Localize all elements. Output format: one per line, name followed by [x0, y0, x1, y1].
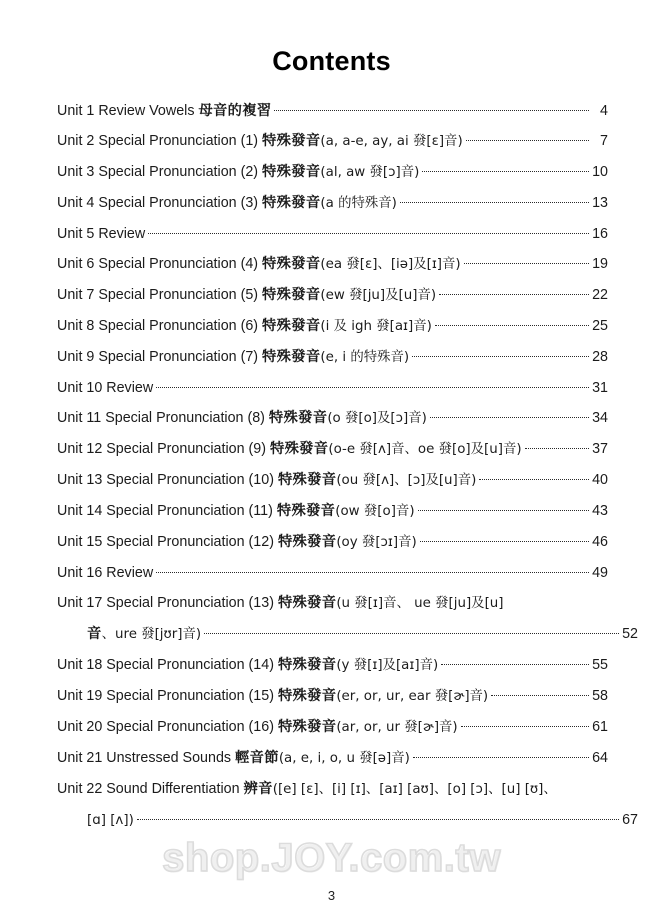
toc-label-english: Unit 1 Review Vowels	[57, 103, 199, 119]
watermark: shop.JOY.com.tw	[162, 836, 501, 880]
page-title: Contents	[272, 46, 391, 76]
dot-leader	[274, 101, 589, 115]
toc-label-detail: (ow 發[o]音)	[335, 504, 415, 519]
toc-entry[interactable]	[57, 403, 608, 434]
toc-page-number[interactable]: 52	[622, 626, 638, 642]
toc-entry-label	[57, 311, 432, 342]
toc-entry-line	[57, 434, 608, 465]
toc-entry-label	[57, 96, 271, 126]
toc-page-number[interactable]: 67	[622, 812, 638, 828]
toc-label-english: Unit 17 Special Pronunciation (13)	[57, 595, 278, 611]
table-of-contents	[57, 96, 638, 836]
toc-page-number[interactable]: 13	[592, 195, 608, 211]
toc-label-chinese: 特殊發音	[277, 534, 337, 550]
toc-entry-label	[57, 650, 438, 681]
toc-page-number[interactable]: 43	[592, 503, 608, 519]
toc-label-detail: (o 發[o]及[ɔ]音)	[327, 411, 427, 426]
toc-label-english: Unit 3 Special Pronunciation (2)	[57, 164, 263, 180]
dot-leader	[418, 501, 589, 515]
toc-entry-line	[57, 465, 608, 496]
toc-label-detail: (i 及 igh 發[aɪ]音)	[320, 319, 432, 334]
dot-leader	[156, 563, 589, 577]
toc-entry[interactable]	[57, 249, 608, 280]
dot-leader	[441, 655, 589, 669]
toc-label-english: Unit 12 Special Pronunciation (9)	[57, 441, 270, 457]
toc-entry[interactable]	[57, 588, 638, 650]
toc-label-chinese: 特殊發音	[262, 164, 321, 180]
toc-entry-line	[57, 681, 608, 712]
toc-entry-line	[57, 496, 608, 527]
toc-entry-label	[57, 774, 557, 805]
toc-entry-label	[57, 465, 476, 496]
dot-leader	[400, 193, 589, 207]
toc-entry-label	[57, 743, 410, 774]
toc-entry-line	[57, 403, 608, 434]
toc-label-chinese: 特殊發音	[262, 133, 321, 149]
toc-label-detail: 、ure 發[jʊr]音)	[101, 627, 202, 642]
toc-entry[interactable]	[57, 188, 608, 219]
dot-leader	[439, 285, 589, 299]
toc-page-number[interactable]: 64	[592, 750, 608, 766]
toc-entry-label	[57, 280, 436, 311]
toc-page-number[interactable]: 28	[592, 349, 608, 365]
toc-label-english: Unit 19 Special Pronunciation (15)	[57, 688, 278, 704]
toc-label-english: Unit 13 Special Pronunciation (10)	[57, 472, 278, 488]
toc-label-chinese: 辨音	[243, 781, 273, 797]
toc-entry-label	[57, 188, 397, 219]
toc-entry[interactable]	[57, 434, 608, 465]
toc-label-detail: ([e] [ɛ]、[i] [ɪ]、[aɪ] [aʊ]、[o] [ɔ]、[u] [ʊ]、	[272, 782, 557, 797]
toc-label-detail: (ou 發[ʌ]、[ɔ]及[u]音)	[336, 473, 477, 488]
dot-leader	[525, 439, 589, 453]
toc-entry[interactable]	[57, 712, 608, 743]
toc-label-chinese: 音	[87, 626, 102, 642]
dot-leader	[491, 686, 589, 700]
toc-label-english: Unit 2 Special Pronunciation (1)	[57, 133, 263, 149]
dot-leader	[430, 408, 589, 422]
toc-label-english: Unit 6 Special Pronunciation (4)	[57, 256, 263, 272]
toc-entry[interactable]	[57, 311, 608, 342]
toc-label-english: Unit 20 Special Pronunciation (16)	[57, 719, 278, 735]
toc-label-chinese: 特殊發音	[277, 472, 337, 488]
toc-entry-label	[57, 527, 417, 558]
dot-leader	[137, 810, 619, 824]
toc-label-detail: (al, aw 發[ɔ]音)	[320, 165, 420, 180]
toc-label-english: Unit 11 Special Pronunciation (8)	[57, 410, 269, 426]
toc-label-chinese: 特殊發音	[262, 318, 321, 334]
toc-entry[interactable]	[57, 527, 608, 558]
toc-entry-line	[57, 774, 608, 805]
toc-label-detail: (a, a-e, ay, ai 發[ɛ]音)	[320, 134, 463, 149]
dot-leader	[204, 624, 619, 638]
toc-entry-label	[57, 588, 504, 619]
toc-page-number[interactable]: 34	[592, 410, 608, 426]
dot-leader	[435, 316, 589, 330]
toc-page-number[interactable]: 55	[592, 657, 608, 673]
toc-entry-line	[57, 373, 608, 403]
toc-entry-label	[57, 558, 153, 588]
toc-entry-label	[57, 126, 463, 157]
toc-label-detail: (a, e, i, o, u 發[ə]音)	[278, 751, 410, 766]
toc-label-detail: (u 發[ɪ]音、 ue 發[ju]及[u]	[336, 596, 504, 611]
toc-entry-line	[57, 619, 638, 650]
toc-entry-line	[57, 280, 608, 311]
toc-label-chinese: 特殊發音	[277, 595, 337, 611]
toc-page-number[interactable]: 16	[592, 226, 608, 242]
toc-label-detail: (oy 發[ɔɪ]音)	[336, 535, 417, 550]
toc-label-detail: (e, i 的特殊音)	[320, 350, 410, 365]
toc-page-number[interactable]: 40	[592, 472, 608, 488]
toc-entry-label	[57, 681, 488, 712]
toc-label-chinese: 特殊發音	[277, 688, 337, 704]
toc-entry-line	[57, 126, 608, 157]
toc-entry-label	[57, 342, 409, 373]
toc-entry[interactable]	[57, 650, 608, 681]
toc-entry-label	[57, 157, 419, 188]
toc-label-english: Unit 5 Review	[57, 226, 146, 242]
toc-label-detail: (ew 發[ju]及[u]音)	[320, 288, 437, 303]
toc-entry-line	[57, 650, 608, 681]
toc-entry-label	[57, 496, 415, 527]
dot-leader	[422, 162, 589, 176]
toc-label-chinese: 特殊發音	[262, 287, 321, 303]
toc-entry[interactable]	[57, 496, 608, 527]
toc-label-detail: (ar, or, ur 發[ɚ]音)	[336, 720, 458, 735]
toc-page-number[interactable]: 58	[592, 688, 608, 704]
dot-leader	[461, 717, 589, 731]
page-number: 3	[327, 888, 336, 903]
toc-entry-label	[87, 619, 201, 650]
toc-label-english: Unit 21 Unstressed Sounds	[57, 750, 236, 766]
toc-entry[interactable]	[57, 774, 638, 836]
toc-entry-label	[57, 403, 427, 434]
toc-entry-line	[57, 558, 608, 588]
toc-entry-line	[57, 805, 638, 836]
toc-label-chinese: 母音的複習	[198, 103, 272, 119]
toc-label-chinese: 特殊發音	[277, 657, 337, 673]
dot-leader	[413, 748, 589, 762]
toc-label-detail: (y 發[ɪ]及[aɪ]音)	[336, 658, 439, 673]
toc-entry[interactable]	[57, 96, 608, 126]
toc-entry-label	[57, 219, 145, 249]
toc-entry-label	[87, 805, 134, 836]
toc-label-english: Unit 16 Review	[57, 565, 154, 581]
toc-entry[interactable]	[57, 157, 608, 188]
toc-label-chinese: 輕音節	[235, 750, 279, 766]
toc-label-chinese: 特殊發音	[269, 441, 329, 457]
toc-page-number[interactable]: 31	[592, 380, 608, 396]
toc-label-chinese: 特殊發音	[276, 503, 336, 519]
toc-page-number[interactable]: 61	[592, 719, 608, 735]
toc-label-chinese: 特殊發音	[262, 256, 321, 272]
dot-leader	[148, 224, 589, 238]
toc-entry[interactable]	[57, 681, 608, 712]
toc-entry-label	[57, 712, 458, 743]
toc-entry-line	[57, 712, 608, 743]
toc-page-number[interactable]: 25	[592, 318, 608, 334]
toc-page-number[interactable]: 22	[592, 287, 608, 303]
toc-entry-line	[57, 588, 608, 619]
dot-leader	[464, 254, 589, 268]
dot-leader	[466, 131, 589, 145]
dot-leader	[420, 532, 589, 546]
toc-label-english: Unit 18 Special Pronunciation (14)	[57, 657, 278, 673]
toc-page-number[interactable]: 46	[592, 534, 608, 550]
toc-entry-line	[57, 527, 608, 558]
toc-label-chinese: 特殊發音	[277, 719, 337, 735]
toc-label-english: Unit 22 Sound Differentiation	[57, 781, 244, 797]
toc-entry[interactable]	[57, 558, 608, 588]
toc-entry-line	[57, 157, 608, 188]
toc-page-number[interactable]: 10	[592, 164, 608, 180]
toc-label-english: Unit 15 Special Pronunciation (12)	[57, 534, 278, 550]
toc-label-english: Unit 7 Special Pronunciation (5)	[57, 287, 263, 303]
toc-label-english: Unit 14 Special Pronunciation (11)	[57, 503, 277, 519]
dot-leader	[156, 378, 589, 392]
toc-label-chinese: 特殊發音	[262, 195, 321, 211]
toc-label-detail: (er, or, ur, ear 發[ɚ]音)	[336, 689, 489, 704]
toc-entry-line	[57, 311, 608, 342]
toc-label-detail: (ea 發[ɛ]、[iə]及[ɪ]音)	[320, 257, 461, 272]
toc-entry-label	[57, 249, 461, 280]
toc-label-chinese: 特殊發音	[262, 349, 321, 365]
toc-entry[interactable]	[57, 373, 608, 403]
toc-entry[interactable]	[57, 743, 608, 774]
toc-entry-line	[57, 219, 608, 249]
toc-page-number[interactable]: 7	[600, 133, 608, 149]
dot-leader	[479, 470, 589, 484]
toc-entry-line	[57, 188, 608, 219]
toc-entry[interactable]	[57, 219, 608, 249]
toc-entry-line	[57, 249, 608, 280]
toc-entry-line	[57, 96, 608, 126]
toc-entry[interactable]	[57, 126, 608, 157]
toc-entry[interactable]	[57, 280, 608, 311]
toc-label-detail: (a 的特殊音)	[320, 196, 397, 211]
toc-entry-line	[57, 743, 608, 774]
toc-label-english: Unit 8 Special Pronunciation (6)	[57, 318, 263, 334]
toc-entry-line	[57, 342, 608, 373]
toc-label-english: Unit 10 Review	[57, 380, 154, 396]
toc-label-detail: [ɑ] [ʌ])	[87, 813, 134, 828]
toc-entry-label	[57, 434, 522, 465]
toc-label-english: Unit 9 Special Pronunciation (7)	[57, 349, 263, 365]
toc-entry[interactable]	[57, 342, 608, 373]
toc-entry[interactable]	[57, 465, 608, 496]
toc-label-english: Unit 4 Special Pronunciation (3)	[57, 195, 263, 211]
toc-label-chinese: 特殊發音	[268, 410, 328, 426]
toc-label-detail: (o-e 發[ʌ]音、oe 發[o]及[u]音)	[328, 442, 522, 457]
toc-entry-label	[57, 373, 153, 403]
toc-page-number[interactable]: 37	[592, 441, 608, 457]
toc-page-number[interactable]: 49	[592, 565, 608, 581]
toc-page-number[interactable]: 4	[600, 103, 608, 119]
dot-leader	[412, 347, 589, 361]
toc-page-number[interactable]: 19	[592, 256, 608, 272]
